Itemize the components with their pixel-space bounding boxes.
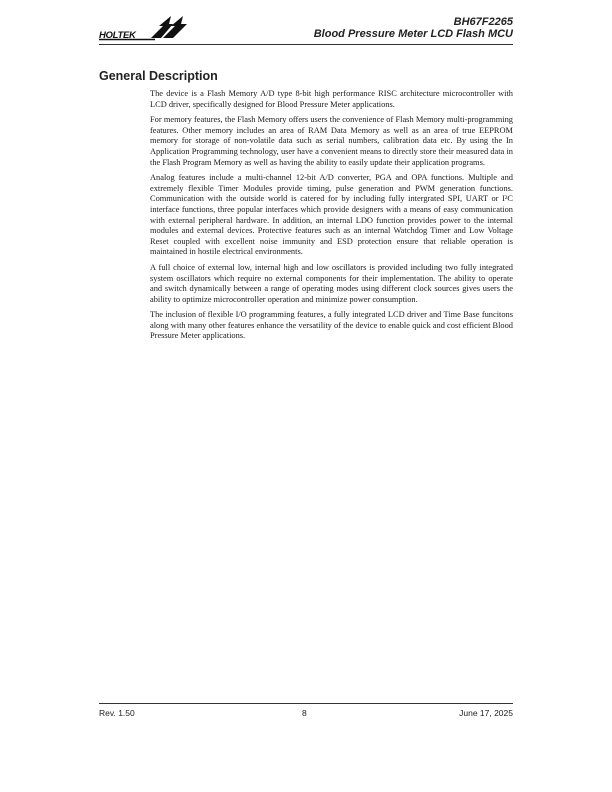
part-number: BH67F2265 — [453, 16, 513, 28]
header-divider — [99, 44, 513, 45]
holtek-logo — [99, 14, 189, 42]
paragraph-intro: The device is a Flash Memory A/D type 8-bit high performance RISC architecture microcontroller with LCD driver, specifically designed for Blood Pressure Meter applications. — [150, 89, 513, 109]
paragraph-io: The inclusion of flexible I/O programming features, a fully integrated LCD driver and Time Base funcitons along with many other features enhance the versatility of the device to enable quick and cost efficient Blood Pressure Meter applications. — [150, 310, 513, 341]
body-text — [150, 89, 513, 347]
logo-wordmark: HOLTEK — [99, 30, 136, 41]
paragraph-analog: Analog features include a multi-channel 12-bit A/D converter, PGA and OPA functions. Multiple and extremely flexible Timer Modules provide timing, pulse generation and PWM generation functions. Communication with the outside world is catered for by including fully intergrated SPI, UART or I²C interface functions, three popular interfaces which provide designers with a means of easy communication with external peripheral hardware. In addition, an internal LDO function provides power to the internal modules and external devices. Protective features such as an internal Watchdog Timer and Low Voltage Reset coupled with excellent noise immunity and ESD protection ensure that reliable operation is maintained in hostile electrical environments. — [150, 173, 513, 257]
paragraph-oscillators: A full choice of external low, internal high and low oscillators is provided including two fully integrated system oscillators which require no external components for their implementation. The ability to operate and switch dynamically between a range of operating modes using different clock sources gives users the ability to optimize microcontroller operation and minimize power consumption. — [150, 262, 513, 304]
paragraph-memory: For memory features, the Flash Memory offers users the convenience of Flash Memory multi-programming features. Other memory includes an area of RAM Data Memory as well as an area of true EEPROM memory for storage of non-volatile data such as serial numbers, calibration data etc. By using the In Application Programming technology, user have a convenient means to directly store their measured data in the Flash Program Memory as well as having the ability to easily update their application programs. — [150, 115, 513, 167]
holtek-logo-icon — [99, 14, 189, 42]
footer-page-number: 8 — [302, 708, 307, 718]
section-heading: General Description — [99, 69, 218, 83]
document-title: Blood Pressure Meter LCD Flash MCU — [313, 28, 513, 40]
footer-date: June 17, 2025 — [459, 708, 513, 718]
footer-divider — [99, 703, 513, 704]
footer-revision: Rev. 1.50 — [99, 708, 135, 718]
